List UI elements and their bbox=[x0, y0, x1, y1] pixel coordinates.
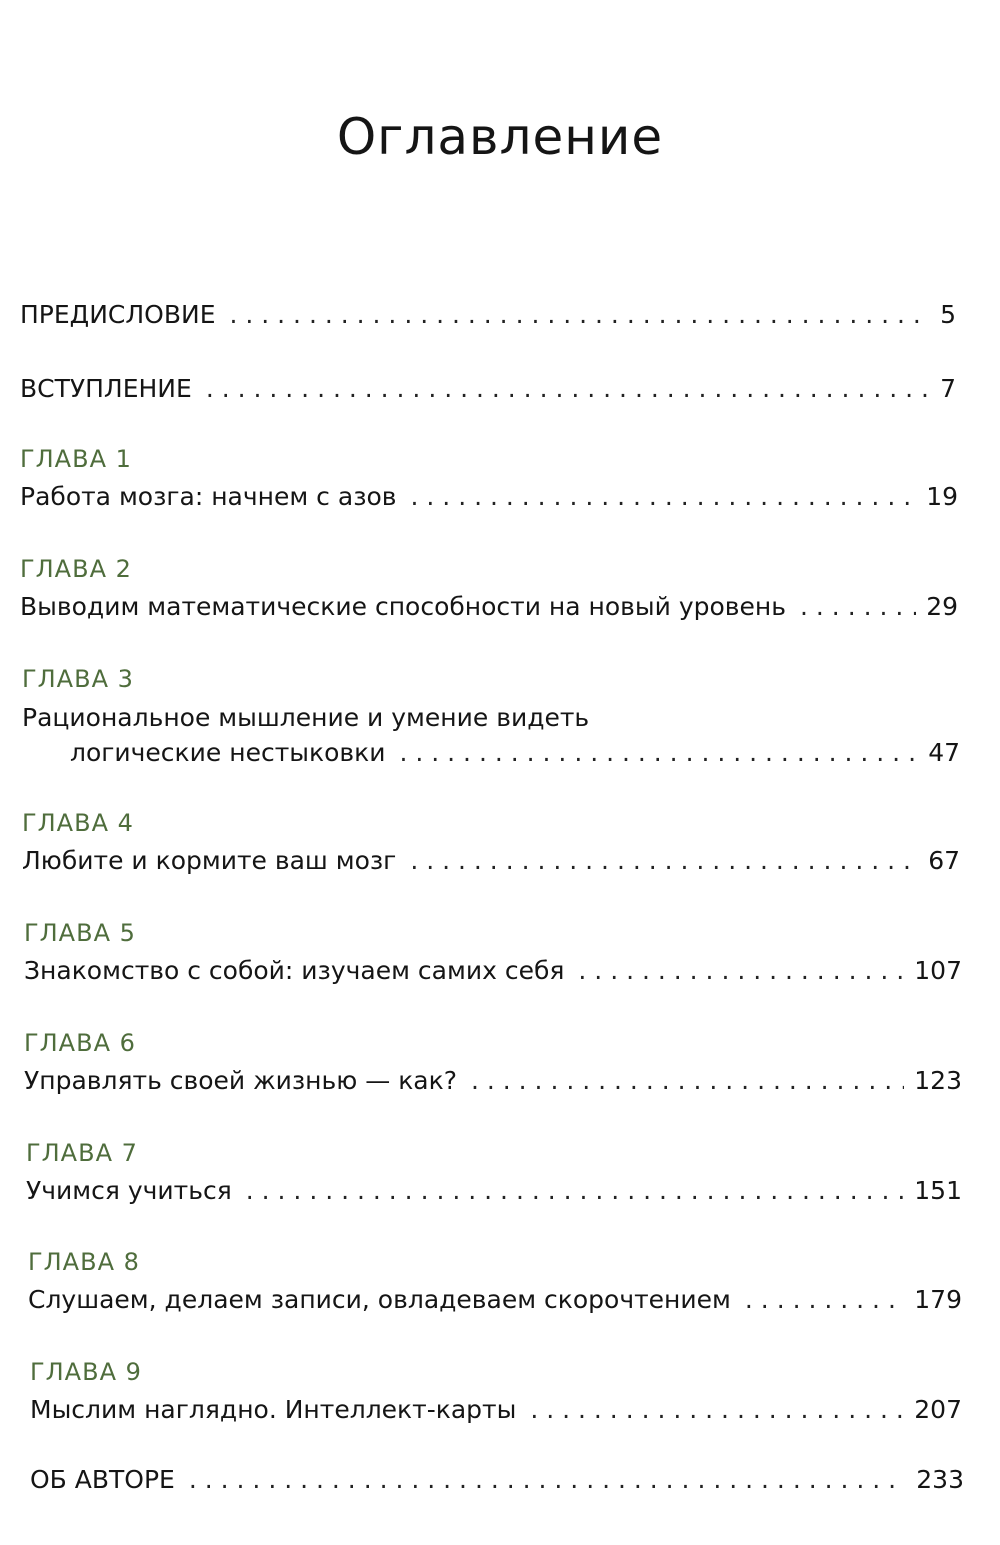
dot-leader bbox=[800, 589, 916, 625]
toc-entry-about[interactable] bbox=[30, 1462, 964, 1498]
toc-page-number: 151 bbox=[914, 1176, 962, 1205]
toc-entry-label: Работа мозга: начнем с азов bbox=[20, 482, 397, 511]
toc-entry-label: Управлять своей жизнью — как? bbox=[24, 1066, 457, 1095]
chapter-label-7: ГЛАВА 7 bbox=[26, 1139, 138, 1167]
toc-page-number: 67 bbox=[928, 846, 960, 875]
toc-page-number: 19 bbox=[926, 482, 958, 511]
dot-leader bbox=[206, 371, 930, 407]
toc-page-number: 179 bbox=[914, 1285, 962, 1314]
dot-leader bbox=[410, 843, 918, 879]
toc-entry-ch8[interactable] bbox=[28, 1282, 962, 1318]
toc-entry-label: Знакомство с собой: изучаем самих себя bbox=[24, 956, 565, 985]
toc-page-number: 107 bbox=[914, 956, 962, 985]
dot-leader bbox=[530, 1392, 904, 1428]
toc-page-number: 207 bbox=[914, 1395, 962, 1424]
chapter-label-1: ГЛАВА 1 bbox=[20, 445, 132, 473]
dot-leader bbox=[578, 953, 904, 989]
toc-entry-ch3[interactable] bbox=[70, 735, 960, 771]
dot-leader bbox=[246, 1173, 905, 1209]
dot-leader bbox=[745, 1282, 904, 1318]
chapter-label-5: ГЛАВА 5 bbox=[24, 919, 136, 947]
toc-page-number: 5 bbox=[940, 300, 956, 329]
toc-entry-ch3-line1[interactable]: Рациональное мышление и умение видеть bbox=[22, 703, 590, 732]
toc-entry-label: Мыслим наглядно. Интеллект-карты bbox=[30, 1395, 517, 1424]
dot-leader bbox=[399, 735, 918, 771]
toc-entry-label: Выводим математические способности на новый уровень bbox=[20, 592, 787, 621]
toc-entry-label: ПРЕДИСЛОВИЕ bbox=[20, 300, 216, 329]
toc-entry-ch7[interactable] bbox=[26, 1173, 962, 1209]
chapter-label-2: ГЛАВА 2 bbox=[20, 555, 132, 583]
toc-entry-label: Учимся учиться bbox=[26, 1176, 232, 1205]
toc-page-number: 47 bbox=[928, 738, 960, 767]
toc-entry-label: Любите и кормите ваш мозг bbox=[22, 846, 397, 875]
toc-entry-ch9[interactable] bbox=[30, 1392, 962, 1428]
toc-entry-ch2[interactable] bbox=[20, 589, 958, 625]
chapter-label-3: ГЛАВА 3 bbox=[22, 665, 134, 693]
page-title: Оглавление bbox=[336, 108, 664, 166]
chapter-label-4: ГЛАВА 4 bbox=[22, 809, 134, 837]
dot-leader bbox=[471, 1063, 904, 1099]
toc-entry-ch6[interactable] bbox=[24, 1063, 962, 1099]
toc-page-number: 123 bbox=[914, 1066, 962, 1095]
chapter-label-9: ГЛАВА 9 bbox=[30, 1358, 142, 1386]
toc-entry-label: ОБ АВТОРЕ bbox=[30, 1465, 175, 1494]
toc-entry-ch5[interactable] bbox=[24, 953, 962, 989]
toc-page-number: 7 bbox=[940, 374, 956, 403]
dot-leader bbox=[229, 297, 930, 333]
toc-page-number: 233 bbox=[916, 1465, 964, 1494]
toc-page-number: 29 bbox=[926, 592, 958, 621]
toc-entry-label: Слушаем, делаем записи, овладеваем скорочтением bbox=[28, 1285, 731, 1314]
dot-leader bbox=[411, 479, 917, 515]
toc-entry-intro[interactable] bbox=[20, 371, 956, 407]
toc-entry-label: ВСТУПЛЕНИЕ bbox=[20, 374, 192, 403]
toc-entry-preface[interactable] bbox=[20, 297, 956, 333]
toc-entry-ch1[interactable] bbox=[20, 479, 958, 515]
chapter-label-6: ГЛАВА 6 bbox=[24, 1029, 136, 1057]
toc-entry-ch4[interactable] bbox=[22, 843, 960, 879]
toc-entry-label: логические нестыковки bbox=[70, 738, 386, 767]
dot-leader bbox=[189, 1462, 906, 1498]
chapter-label-8: ГЛАВА 8 bbox=[28, 1248, 140, 1276]
